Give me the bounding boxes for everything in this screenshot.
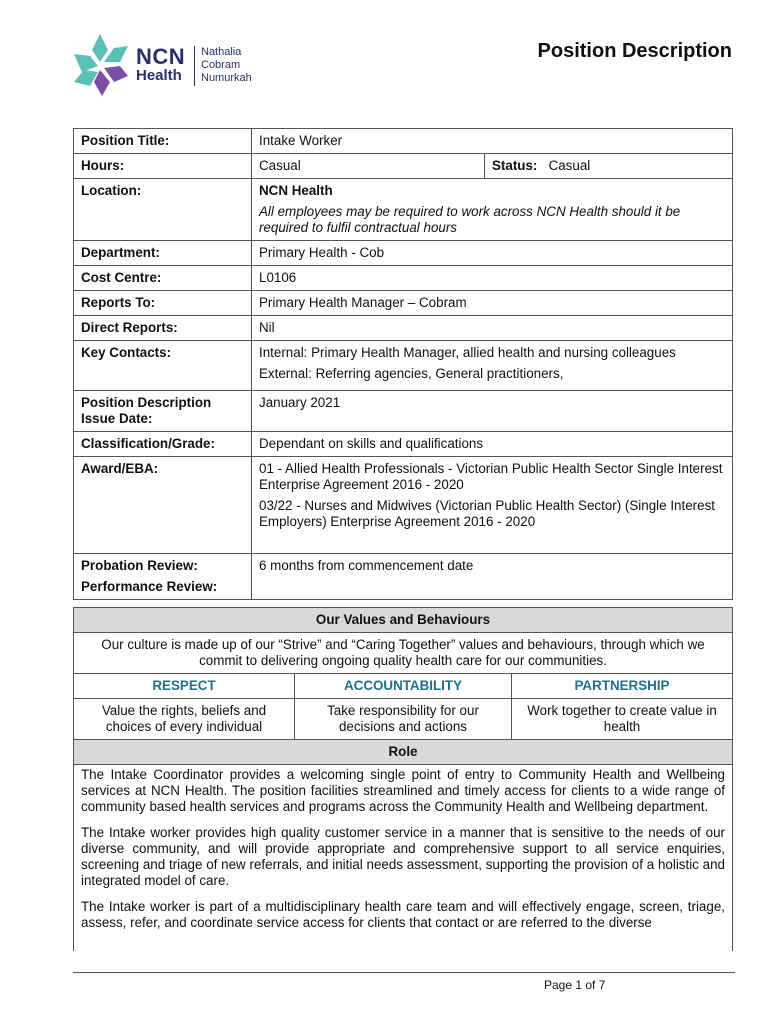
- role-heading: Role: [74, 740, 733, 765]
- key-contacts-external: External: Referring agencies, General practitioners,: [259, 366, 564, 381]
- ncn-pinwheel-icon: [70, 32, 132, 98]
- position-details-table: [73, 128, 733, 600]
- role-paragraph-2: The Intake worker provides high quality customer service in a manner that is sensitive to the needs of our diverse community, and will provide appropriate and comprehensive support to all service enquiries, screening and triage of new referrals, and initial needs assessment, supporting the provision of a holistic and integrated model of care.: [81, 825, 725, 888]
- probation-value: 6 months from commencement date: [252, 554, 733, 600]
- values-intro: Our culture is made up of our “Strive” and “Caring Together” values and behaviours, through which we commit to delivering ongoing quality health care for our communities.: [74, 633, 733, 674]
- classification-label: Classification/Grade:: [74, 432, 252, 457]
- direct-reports-label: Direct Reports:: [74, 316, 252, 341]
- row-department: [74, 241, 733, 266]
- reports-to-value: Primary Health Manager – Cobram: [252, 291, 733, 316]
- department-value: Primary Health - Cob: [252, 241, 733, 266]
- status-label: Status:: [492, 158, 538, 173]
- location-note: All employees may be required to work across NCN Health should it be required to fulfil contractual hours: [259, 204, 681, 235]
- values-desc-row: [74, 699, 733, 740]
- key-contacts-internal: Internal: Primary Health Manager, allied health and nursing colleagues: [259, 345, 676, 360]
- issue-date-value: January 2021: [252, 391, 733, 432]
- values-intro-row: [74, 633, 733, 674]
- values-table: [73, 607, 733, 765]
- logo-health-text: Health: [136, 67, 182, 84]
- row-reports-to: [74, 291, 733, 316]
- logo-town-2: Cobram: [201, 59, 241, 71]
- cost-centre-label: Cost Centre:: [74, 266, 252, 291]
- values-heading-row: [74, 608, 733, 633]
- cost-centre-value: L0106: [252, 266, 733, 291]
- reports-to-label: Reports To:: [74, 291, 252, 316]
- role-paragraph-3: The Intake worker is part of a multidisciplinary health care team and will effectively engage, screen, triage, assess, refer, and coordinate service access for clients that contact or are referred to the diverse: [81, 899, 725, 930]
- row-cost-centre: [74, 266, 733, 291]
- location-value: NCN Health: [259, 183, 333, 198]
- position-title-value: Intake Worker: [252, 129, 733, 154]
- document-title: Position Description: [537, 40, 732, 62]
- performance-label: Performance Review:: [81, 579, 218, 594]
- row-direct-reports: [74, 316, 733, 341]
- page-number: Page 1 of 7: [544, 978, 606, 992]
- value-respect: RESPECT: [74, 674, 295, 699]
- classification-value: Dependant on skills and qualifications: [252, 432, 733, 457]
- direct-reports-value: Nil: [252, 316, 733, 341]
- award-value-2: 03/22 - Nurses and Midwives (Victorian Public Health Sector) (Single Interest Employers) Enterprise Agreement 2016 - 2020: [259, 498, 715, 529]
- footer-divider: [73, 972, 735, 973]
- row-location: [74, 179, 733, 241]
- ncn-health-logo: [70, 32, 270, 98]
- row-classification: [74, 432, 733, 457]
- value-accountability-desc: Take responsibility for our decisions and actions: [295, 699, 512, 740]
- hours-value: Casual: [252, 154, 485, 179]
- key-contacts-cell: [252, 341, 733, 391]
- logo-town-3: Numurkah: [201, 72, 252, 84]
- values-heading: Our Values and Behaviours: [74, 608, 733, 633]
- award-value-1: 01 - Allied Health Professionals - Victorian Public Health Sector Single Interest Enterprise Agreement 2016 - 2020: [259, 461, 723, 492]
- value-partnership: PARTNERSHIP: [512, 674, 733, 699]
- department-label: Department:: [74, 241, 252, 266]
- issue-date-label: Position Description Issue Date:: [74, 391, 252, 432]
- row-position-title: [74, 129, 733, 154]
- row-award: [74, 457, 733, 554]
- location-label: Location:: [74, 179, 252, 241]
- logo-town-1: Nathalia: [201, 46, 242, 58]
- location-cell: [252, 179, 733, 241]
- values-names-row: [74, 674, 733, 699]
- status-value: Casual: [548, 158, 591, 173]
- review-labels-cell: [74, 554, 252, 600]
- row-hours: [74, 154, 733, 179]
- row-issue-date: [74, 391, 733, 432]
- row-probation: [74, 554, 733, 600]
- status-cell: [485, 154, 733, 179]
- logo-towns: [201, 46, 252, 85]
- role-description: [73, 765, 733, 951]
- value-partnership-desc: Work together to create value in health: [512, 699, 733, 740]
- row-key-contacts: [74, 341, 733, 391]
- probation-label: Probation Review:: [81, 558, 198, 573]
- value-respect-desc: Value the rights, beliefs and choices of every individual: [74, 699, 295, 740]
- hours-label: Hours:: [74, 154, 252, 179]
- award-cell: [252, 457, 733, 554]
- key-contacts-label: Key Contacts:: [74, 341, 252, 391]
- value-accountability: ACCOUNTABILITY: [295, 674, 512, 699]
- logo-ncn-text: NCN: [136, 44, 186, 69]
- role-paragraph-1: The Intake Coordinator provides a welcoming single point of entry to Community Health and Wellbeing services at NCN Health. The position facilities streamlined and timely access for clients to a wide range of community based health services and programs across the Community Health and Wellbeing department.: [81, 767, 725, 814]
- role-heading-row: [74, 740, 733, 765]
- award-label: Award/EBA:: [74, 457, 252, 554]
- position-title-label: Position Title:: [74, 129, 252, 154]
- logo-divider: [194, 46, 195, 86]
